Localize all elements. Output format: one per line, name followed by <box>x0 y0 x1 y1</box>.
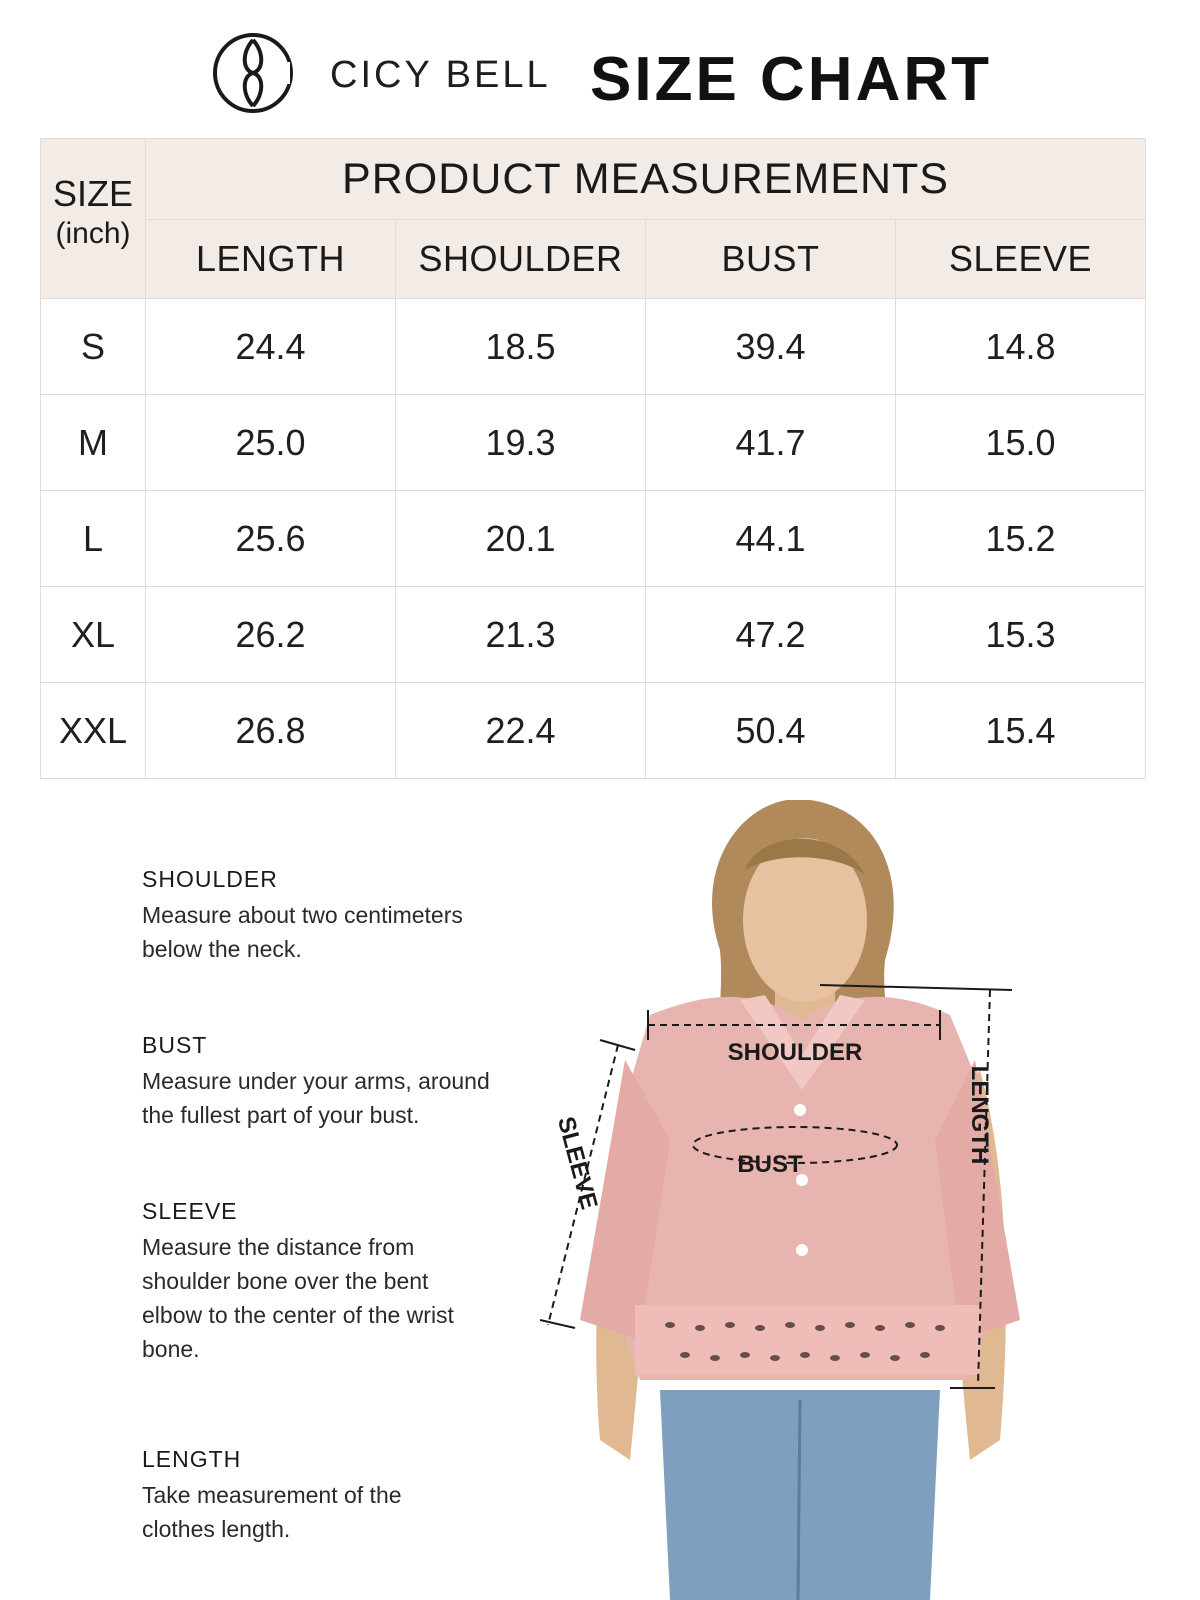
table-row <box>41 587 1146 683</box>
instruction-title: LENGTH <box>142 1446 242 1472</box>
instruction-text: Measure the distance from shoulder bone over the bent elbow to the center of the wrist bone. <box>142 1234 454 1362</box>
size-cell: S <box>41 299 146 395</box>
instruction-text: Measure under your arms, around the fullest part of your bust. <box>142 1068 490 1128</box>
table-row <box>41 395 1146 491</box>
table-row <box>41 299 1146 395</box>
shoulder-cell: 22.4 <box>396 683 646 779</box>
lace-hem-shape <box>635 1305 980 1375</box>
length-cell: 25.6 <box>146 491 396 587</box>
sleeve-cell: 15.4 <box>896 683 1146 779</box>
size-cell: M <box>41 395 146 491</box>
bust-cell: 47.2 <box>646 587 896 683</box>
size-cell: XXL <box>41 683 146 779</box>
shoulder-cell: 19.3 <box>396 395 646 491</box>
instruction-text: Take measurement of the clothes length. <box>142 1482 402 1542</box>
instruction-title: BUST <box>142 1032 208 1058</box>
product-measurements-header: PRODUCT MEASUREMENTS <box>146 139 1146 220</box>
instruction-bust <box>142 1030 562 1132</box>
size-header-label: SIZE <box>52 172 133 214</box>
sleeve-cell: 14.8 <box>896 299 1146 395</box>
size-header-cell <box>41 139 146 299</box>
length-cell: 26.8 <box>146 683 396 779</box>
column-header-shoulder: SHOULDER <box>396 220 646 299</box>
instruction-text: Measure about two centimeters below the neck. <box>142 902 463 962</box>
instruction-title: SHOULDER <box>142 866 278 892</box>
instruction-length <box>142 1444 562 1546</box>
sleeve-cell: 15.3 <box>896 587 1146 683</box>
shoulder-label: SHOULDER <box>727 1039 863 1066</box>
column-header-bust: BUST <box>646 220 896 299</box>
column-header-length: LENGTH <box>146 220 396 299</box>
table-row <box>41 491 1146 587</box>
bust-cell: 39.4 <box>646 299 896 395</box>
bust-cell: 41.7 <box>646 395 896 491</box>
header <box>0 0 1200 136</box>
bust-cell: 50.4 <box>646 683 896 779</box>
unit-label: (inch) <box>55 216 131 250</box>
shoulder-cell: 18.5 <box>396 299 646 395</box>
sleeve-cell: 15.2 <box>896 491 1146 587</box>
length-label: LENGTH <box>966 1065 993 1165</box>
instruction-shoulder <box>142 864 562 966</box>
bust-cell: 44.1 <box>646 491 896 587</box>
table-row <box>41 683 1146 779</box>
length-cell: 24.4 <box>146 299 396 395</box>
brand-name: CICY BELL <box>330 54 551 96</box>
instruction-title: SLEEVE <box>142 1198 238 1224</box>
shoulder-cell: 21.3 <box>396 587 646 683</box>
instruction-sleeve <box>142 1196 562 1366</box>
shoulder-cell: 20.1 <box>396 491 646 587</box>
bust-label: BUST <box>737 1151 803 1178</box>
page-title: SIZE CHART <box>590 45 992 114</box>
size-chart-table <box>40 138 1146 779</box>
length-cell: 26.2 <box>146 587 396 683</box>
size-cell: L <box>41 491 146 587</box>
sleeve-cell: 15.0 <box>896 395 1146 491</box>
brand-logo-icon <box>212 32 294 114</box>
model-measurement-illustration <box>540 800 1060 1600</box>
length-cell: 25.0 <box>146 395 396 491</box>
sleeve-label: SLEEVE <box>551 1113 603 1213</box>
size-cell: XL <box>41 587 146 683</box>
column-header-sleeve: SLEEVE <box>896 220 1146 299</box>
model-illustration <box>540 800 1060 1600</box>
